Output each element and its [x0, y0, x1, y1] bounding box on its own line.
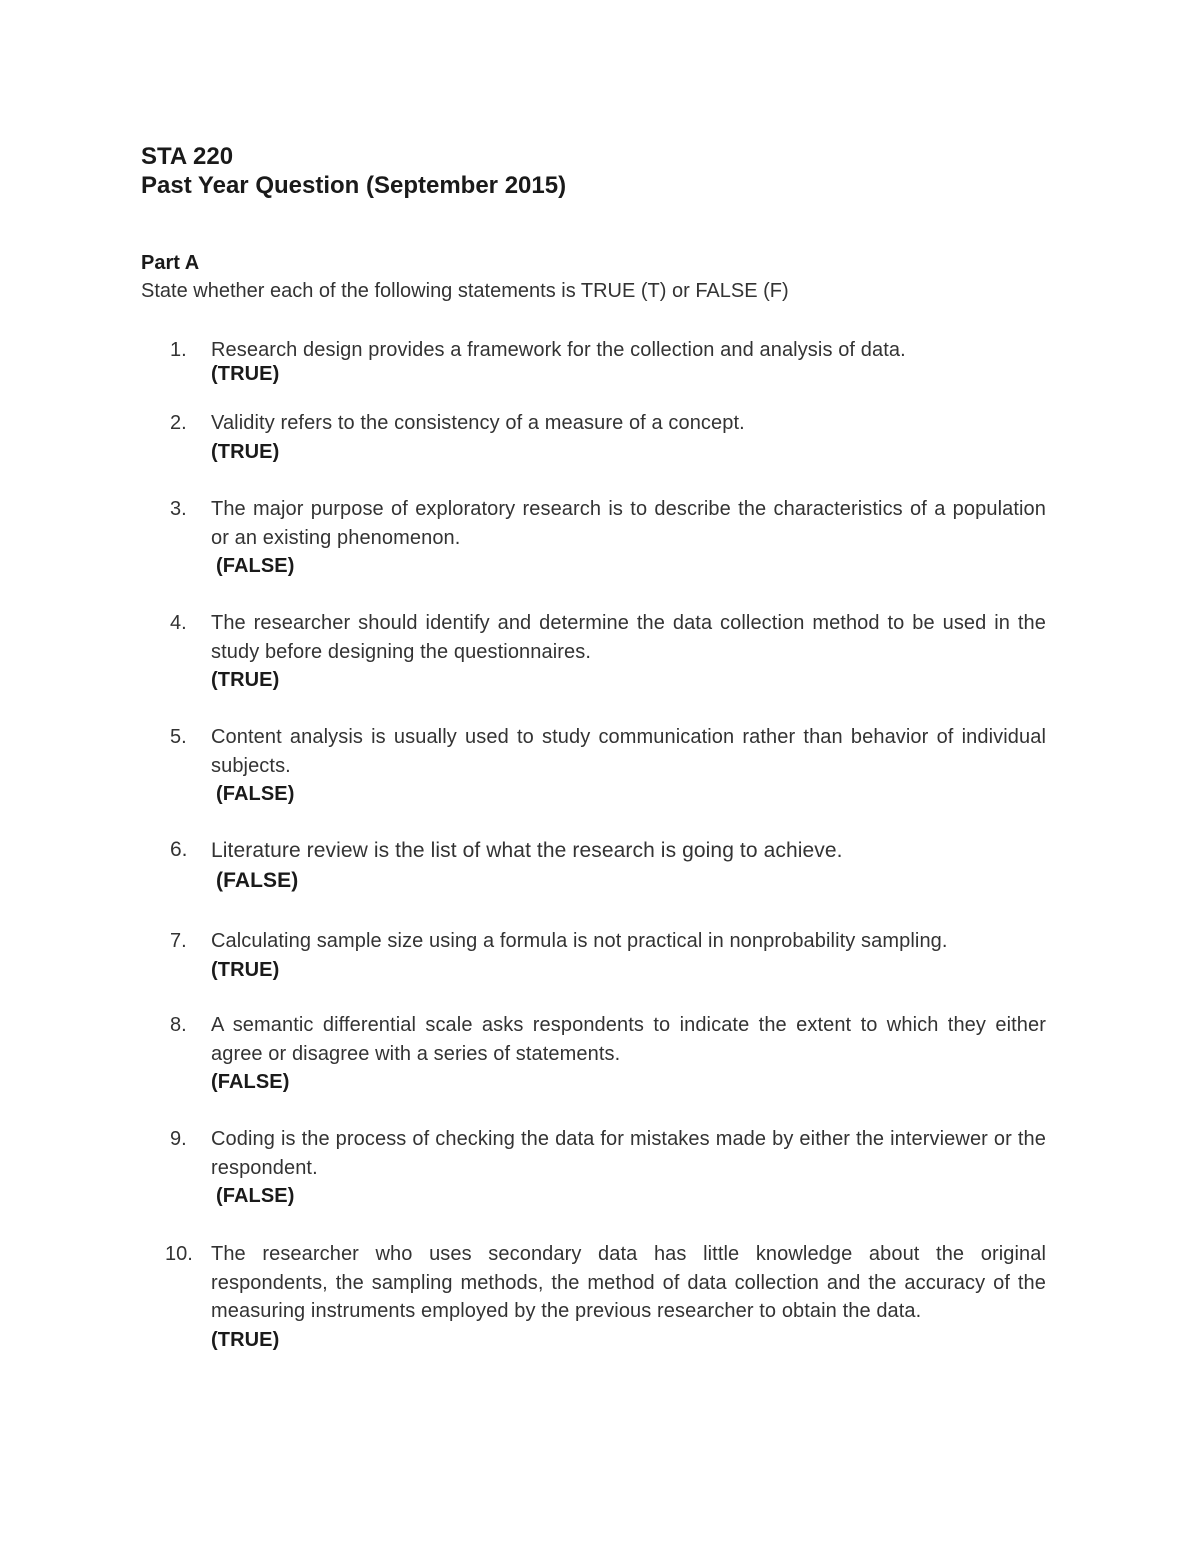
question-number: 1. — [170, 339, 187, 361]
question-statement: The researcher who uses secondary data has little knowledge about the original respondents, the sampling methods, the method of data collection and the accuracy of the measuring instruments employed by the previous researcher to obtain the data. — [211, 1243, 1046, 1322]
question-answer: (TRUE) — [211, 440, 280, 463]
question-number: 5. — [170, 726, 187, 748]
question-text — [211, 495, 1046, 581]
question-number: 4. — [170, 612, 187, 634]
question-statement: Literature review is the list of what the research is going to achieve. — [211, 839, 843, 862]
question-text — [211, 1125, 1046, 1211]
question-text — [211, 1011, 1046, 1097]
question-statement: The researcher should identify and determine the data collection method to be used in the study before designing the questionnaires. — [211, 612, 1046, 663]
question-answer: (FALSE) — [211, 1071, 290, 1093]
question-statement: Content analysis is usually used to study communication rather than behavior of individual subjects. — [211, 726, 1046, 777]
question-statement: Research design provides a framework for the collection and analysis of data. — [211, 339, 906, 361]
question-statement: Coding is the process of checking the data for mistakes made by either the interviewer or the respondent. — [211, 1128, 1046, 1179]
question-answer: (FALSE) — [216, 783, 295, 805]
question-number: 7. — [170, 930, 187, 952]
document-title: Past Year Question (September 2015) — [141, 172, 567, 199]
question-statement: The major purpose of exploratory research is to describe the characteristics of a population or an existing phenomenon. — [211, 498, 1046, 549]
question-answer: (FALSE) — [216, 1185, 295, 1207]
question-number: 6. — [170, 838, 188, 861]
question-text — [211, 609, 1046, 695]
question-text — [211, 836, 1046, 895]
question-number: 8. — [170, 1014, 187, 1036]
question-number: 9. — [170, 1128, 187, 1150]
question-text — [211, 1240, 1046, 1354]
question-answer: (TRUE) — [211, 1328, 280, 1351]
question-answer: (TRUE) — [211, 669, 280, 691]
question-statement: Calculating sample size using a formula is not practical in nonprobability sampling. — [211, 930, 948, 952]
question-answer: (TRUE) — [211, 958, 280, 981]
question-answer: (FALSE) — [216, 868, 299, 892]
question-number: 10. — [165, 1243, 193, 1265]
part-a-heading: Part A — [141, 252, 200, 274]
question-statement: A semantic differential scale asks respondents to indicate the extent to which they either agree or disagree with a series of statements. — [211, 1014, 1046, 1065]
question-number: 2. — [170, 412, 187, 434]
question-number: 3. — [170, 498, 187, 520]
question-text — [211, 723, 1046, 809]
question-answer: (FALSE) — [216, 555, 295, 577]
part-a-instructions: State whether each of the following statements is TRUE (T) or FALSE (F) — [141, 280, 789, 302]
question-text — [211, 927, 1046, 984]
question-text — [211, 336, 1046, 388]
question-answer: (TRUE) — [211, 362, 280, 385]
question-text — [211, 409, 1046, 466]
question-statement: Validity refers to the consistency of a measure of a concept. — [211, 412, 745, 434]
course-code: STA 220 — [141, 143, 234, 170]
